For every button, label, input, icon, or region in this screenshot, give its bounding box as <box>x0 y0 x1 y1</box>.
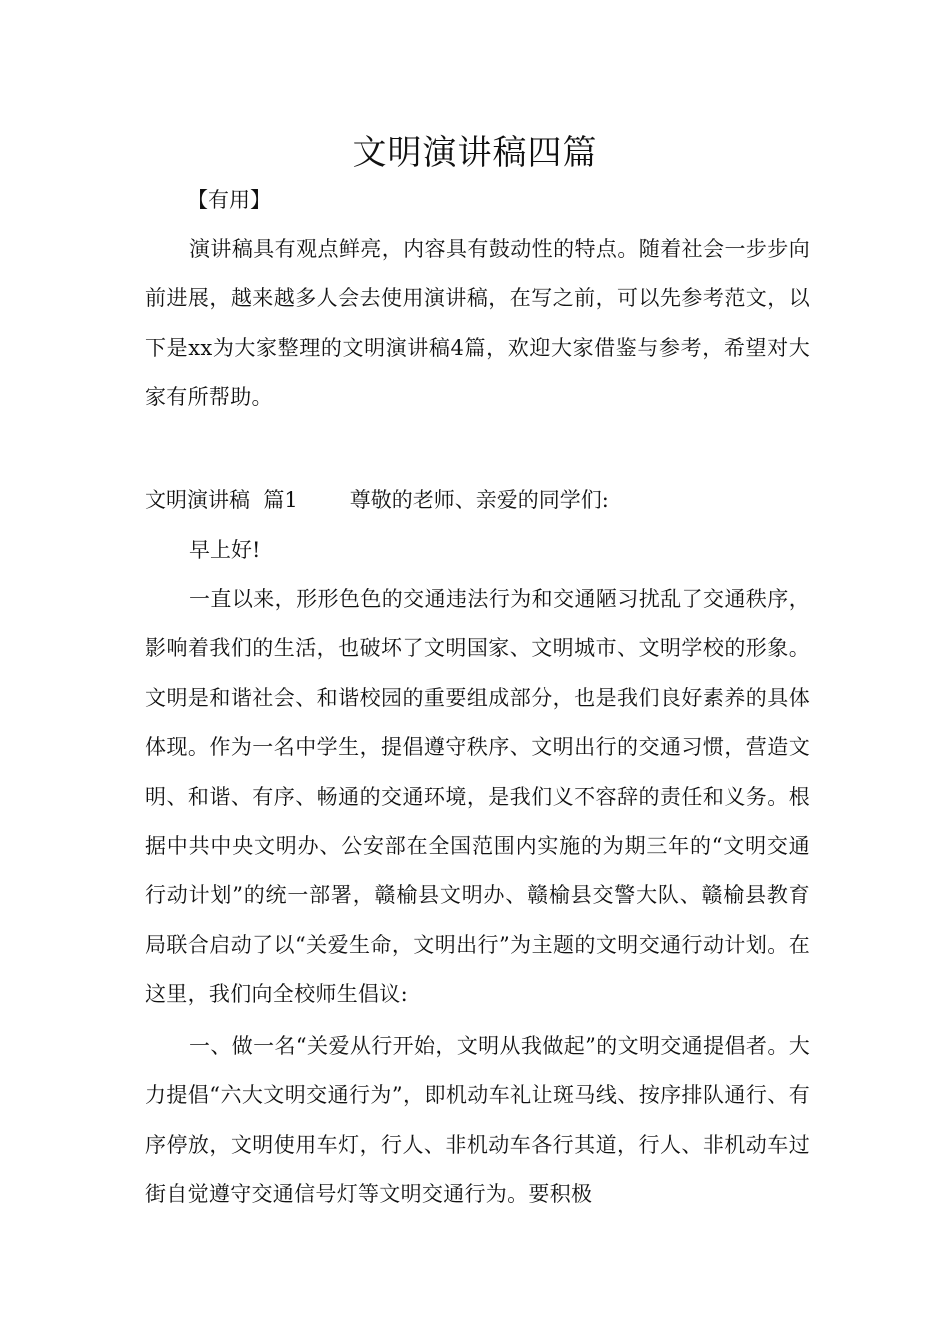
body-paragraph-1: 一直以来，形形色色的交通违法行为和交通陋习扰乱了交通秩序，影响着我们的生活，也破坏了文明国家、文明城市、文明学校的形象。文明是和谐社会、和谐校园的重要组成部分，也是我们良好素养的具体体现。作为一名中学生，提倡遵守秩序、文明出行的交通习惯，营造文明、和谐、有序、畅通的交通环境，是我们义不容辞的责任和义务。根据中共中央文明办、公安部在全国范围内实施的为期三年的“文明交通行动计划”的统一部署，赣榆县文明办、赣榆县交警大队、赣榆县教育局联合启动了以“关爱生命，文明出行”为主题的文明交通行动计划。在这里，我们向全校师生倡议: <box>145 587 810 1007</box>
section-heading: 文明演讲稿 篇1 <box>145 488 298 512</box>
document-tag: 【有用】 <box>187 188 271 212</box>
salutation: 尊敬的老师、亲爱的同学们: <box>349 488 609 512</box>
body-paragraph-2: 一、做一名“关爱从行开始，文明从我做起”的文明交通提倡者。大力提倡“六大文明交通行为”，即机动车礼让斑马线、按序排队通行、有序停放，文明使用车灯，行人、非机动车各行其道，行人、非机动车过街自觉遵守交通信号灯等文明交通行为。要积极 <box>145 1034 810 1207</box>
greeting: 早上好! <box>189 538 261 562</box>
intro-paragraph: 演讲稿具有观点鲜亮，内容具有鼓动性的特点。随着社会一步步向前进展，越来越多人会去使用演讲稿，在写之前，可以先参考范文，以下是xx为大家整理的文明演讲稿4篇，欢迎大家借鉴与参考，希望对大家有所帮助。 <box>145 237 810 410</box>
document-title: 文明演讲稿四篇 <box>352 133 598 173</box>
section-heading-line <box>145 478 609 522</box>
